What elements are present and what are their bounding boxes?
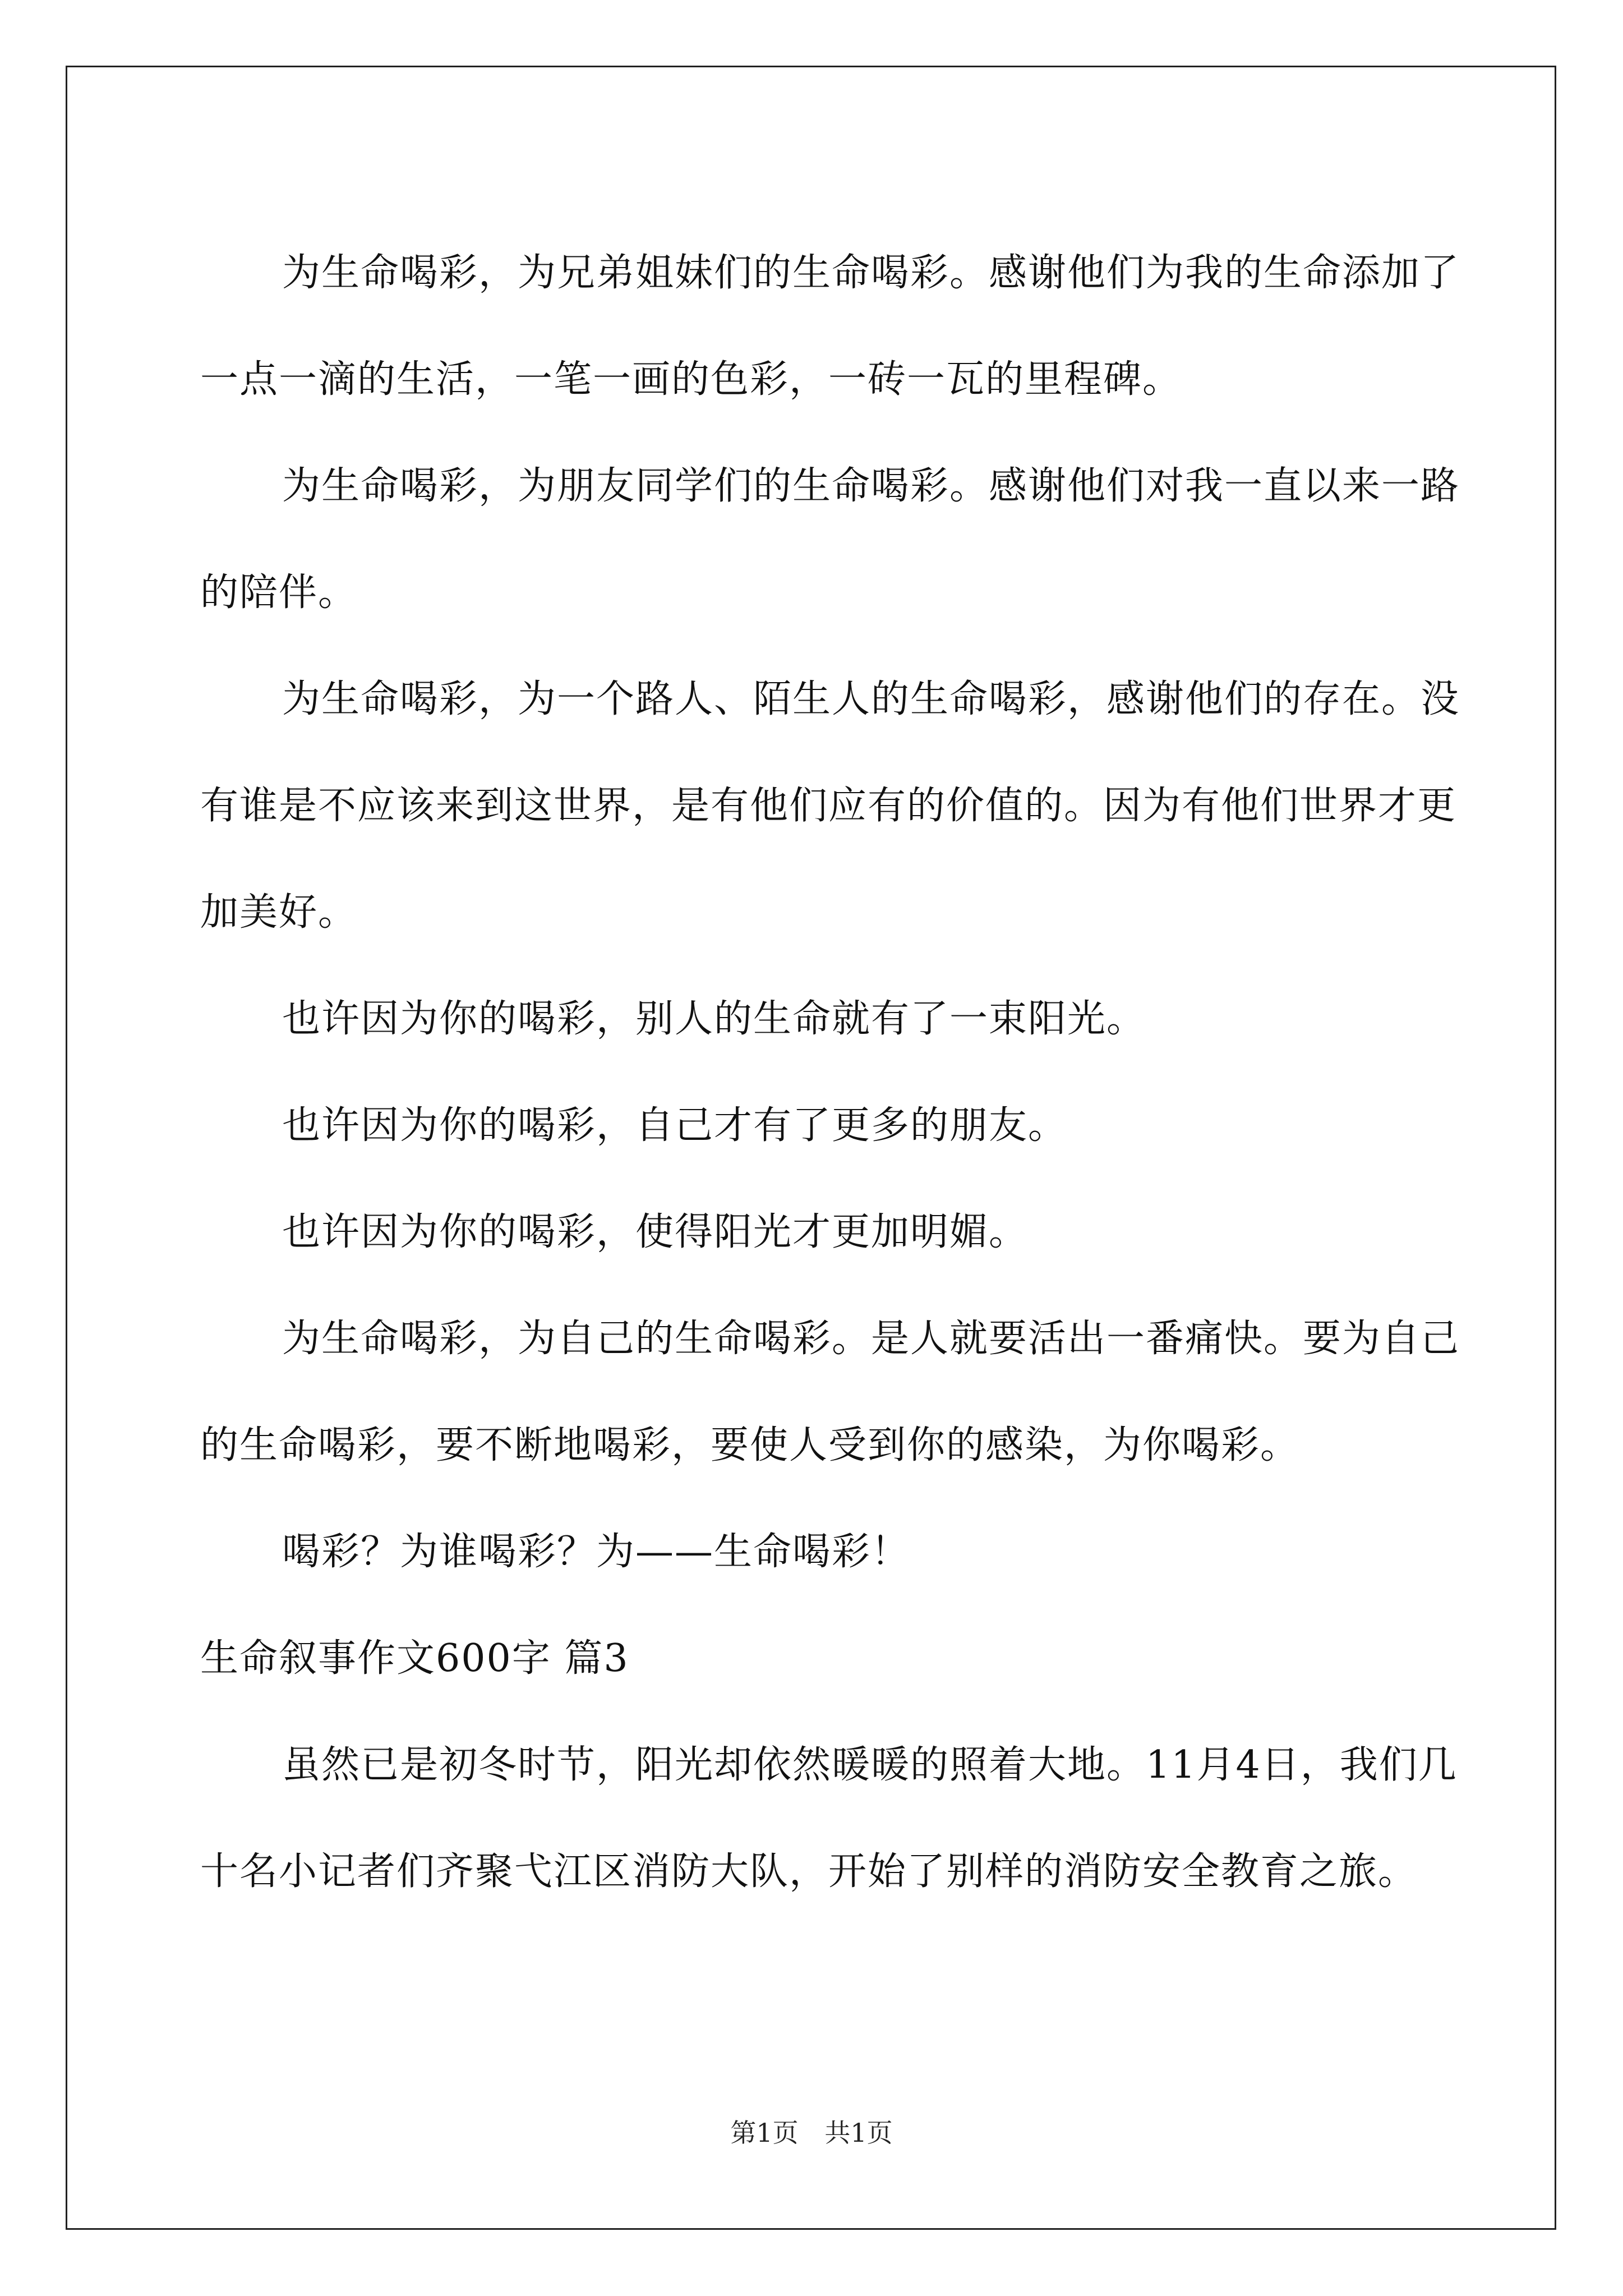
- section-heading: 生命叙事作文600字 篇3: [200, 1636, 629, 1681]
- page-number-total: 共1页: [824, 2118, 893, 2148]
- paragraph-5: 也许因为你的喝彩，自己才有了更多的朋友。: [282, 1103, 1068, 1148]
- paragraph-6: 也许因为你的喝彩，使得阳光才更加明媚。: [282, 1210, 1029, 1254]
- page-footer: [0, 2116, 1623, 2150]
- paragraph-2: 为生命喝彩，为朋友同学们的生命喝彩。感谢他们对我一直以来一路的陪伴。: [200, 464, 1460, 615]
- section-paragraph-1: 虽然已是初冬时节，阳光却依然暖暖的照着大地。11月4日，我们几十名小记者们齐聚弋江区消防大队，开始了别样的消防安全教育之旅。: [200, 1743, 1458, 1894]
- document-body: [200, 220, 1468, 1925]
- paragraph-1: 为生命喝彩，为兄弟姐妹们的生命喝彩。感谢他们为我的生命添加了一点一滴的生活，一笔一画的色彩，一砖一瓦的里程碑。: [200, 251, 1460, 402]
- page-number-current: 第1页: [730, 2118, 799, 2148]
- paragraph-8: 喝彩？为谁喝彩？为——生命喝彩！: [282, 1530, 911, 1574]
- paragraph-4: 也许因为你的喝彩，别人的生命就有了一束阳光。: [282, 997, 1146, 1041]
- paragraph-7: 为生命喝彩，为自己的生命喝彩。是人就要活出一番痛快。要为自己的生命喝彩，要不断地喝彩，要使人受到你的感染，为你喝彩。: [200, 1317, 1460, 1467]
- paragraph-3: 为生命喝彩，为一个路人、陌生人的生命喝彩，感谢他们的存在。没有谁是不应该来到这世界，是有他们应有的价值的。因为有他们世界才更加美好。: [200, 677, 1460, 935]
